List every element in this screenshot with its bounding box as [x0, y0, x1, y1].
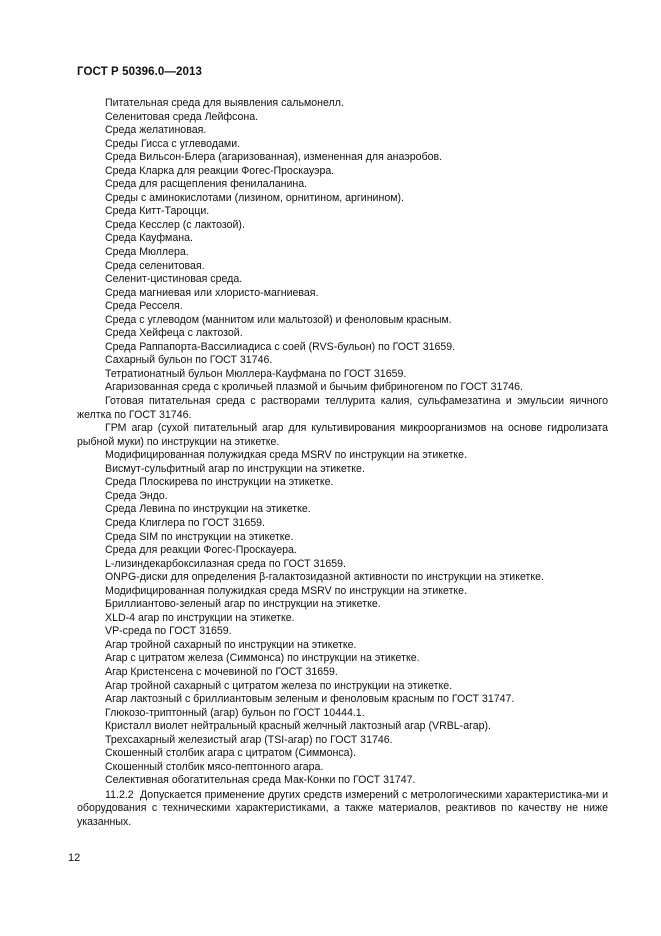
list-item: Глюкозо-триптонный (агар) бульон по ГОСТ 10444.1.	[105, 706, 365, 719]
clause-number: 11.2.2	[105, 788, 134, 801]
list-item: Модифицированная полужидкая среда MSRV по инструкции на этикетке.	[105, 449, 468, 462]
list-item: Среда Кауфмана.	[105, 232, 193, 245]
list-item: Агар лактозный с бриллиантовым зеленым и феноловым красным по ГОСТ 31747.	[105, 693, 515, 706]
list-item: XLD-4 агар по инструкции на этикетке.	[105, 611, 295, 624]
standard-header: ГОСТ Р 50396.0—2013	[77, 66, 202, 78]
list-item: Среда Кларка для реакции Фогес-Проскауэра.	[105, 164, 335, 177]
list-item: Среда для реакции Фогес-Проскауера.	[105, 544, 297, 557]
media-list	[77, 97, 608, 395]
list-item: Сахарный бульон по ГОСТ 31746.	[105, 354, 273, 367]
list-item: Висмут-сульфитный агар по инструкции на этикетке.	[105, 462, 365, 475]
clause-11-2-2	[77, 789, 608, 830]
list-item: Селенитовая среда Лейфсона.	[105, 110, 259, 123]
list-item: Среда Мюллера.	[105, 246, 189, 259]
list-item: Агар тройной сахарный по инструкции на этикетке.	[105, 638, 357, 651]
paragraph-grm-agar: ГРМ агар (сухой питательный агар для культивирования микроорганизмов на основе гидролизата рыбной муки) по инструкции на этикетке.	[77, 422, 608, 448]
list-item: Среда Раппапорта-Вассилиадиса с соей (RVS-бульон) по ГОСТ 31659.	[105, 340, 456, 353]
list-item: L-лизиндекарбоксилазная среда по ГОСТ 31659.	[105, 557, 346, 570]
list-item: Среда SIM по инструкции на этикетке.	[105, 530, 294, 543]
list-item: Среда для расщепления фенилаланина.	[105, 178, 308, 191]
list-item: Кристалл виолет нейтральный красный желчный лактозный агар (VRBL-агар).	[105, 720, 491, 733]
list-item: Агаризованная среда с кроличьей плазмой и бычьим фибриногеном по ГОСТ 31746.	[105, 381, 524, 394]
list-item: Среда с углеводом (маннитом или мальтозой) и феноловым красным.	[105, 313, 452, 326]
list-item: Среда желатиновая.	[105, 124, 207, 137]
list-item: Бриллиантово-зеленый агар по инструкции на этикетке.	[105, 598, 381, 611]
clause-text: Допускается применение других средств измерений с метрологическими характеристика-ми и оборудования с техническими характеристиками, а также материалов, реактивов по качеству не ниже указанных.	[77, 788, 608, 828]
list-item: Трехсахарный железистый агар (TSI-агар) по ГОСТ 31746.	[105, 733, 393, 746]
list-item: Среда Хейфеца с лактозой.	[105, 327, 243, 340]
list-item: Агар с цитратом железа (Симмонса) по инструкции на этикетке.	[105, 652, 420, 665]
list-item: VP-среда по ГОСТ 31659.	[105, 625, 232, 638]
list-item: Селенит-цистиновая среда.	[105, 273, 243, 286]
list-item: Селективная обогатительная среда Мак-Конки по ГОСТ 31747.	[105, 774, 416, 787]
list-item: Среды Гисса с углеводами.	[105, 137, 241, 150]
list-item: Модифицированная полужидкая среда MSRV по инструкции на этикетке.	[105, 584, 468, 597]
media-list-continued	[77, 449, 608, 788]
list-item: Среда Кесслер (с лактозой).	[105, 218, 245, 231]
list-item: Среда селенитовая.	[105, 259, 205, 272]
list-item: Агар тройной сахарный с цитратом железа по инструкции на этикетке.	[105, 679, 453, 692]
list-item: Среда магниевая или хлористо-магниевая.	[105, 286, 319, 299]
list-item: Среда Китт-Тароцци.	[105, 205, 210, 218]
list-item: Среда Вильсон-Блера (агаризованная), измененная для анаэробов.	[105, 151, 443, 164]
list-item: Агар Кристенсена с мочевиной по ГОСТ 31659.	[105, 665, 338, 678]
list-item: Среда Ресселя.	[105, 300, 183, 313]
list-item: Скошенный столбик агара с цитратом (Симмонса).	[105, 747, 356, 760]
list-item: Питательная среда для выявления сальмонелл.	[105, 97, 344, 109]
list-item: Скошенный столбик мясо-пептонного агара.	[105, 760, 324, 773]
list-item: Тетратионатный бульон Мюллера-Кауфмана по ГОСТ 31659.	[105, 367, 407, 380]
list-item: Среда Эндо.	[105, 489, 168, 502]
list-item: Среда Плоскирева по инструкции на этикетке.	[105, 476, 334, 489]
list-item: ONPG-диски для определения β-галактозидазной активности по инструкции на этикетке.	[105, 571, 544, 584]
list-item: Среда Левина по инструкции на этикетке.	[105, 503, 311, 516]
page-number: 12	[68, 852, 81, 864]
list-item: Среда Клиглера по ГОСТ 31659.	[105, 516, 265, 529]
list-item: Среды с аминокислотами (лизином, орнитином, аргинином).	[105, 191, 404, 204]
paragraph-tellurite: Готовая питательная среда с растворами теллурита калия, сульфамезатина и эмульсии яичного желтка по ГОСТ 31746.	[77, 395, 608, 421]
document-body	[77, 97, 608, 830]
